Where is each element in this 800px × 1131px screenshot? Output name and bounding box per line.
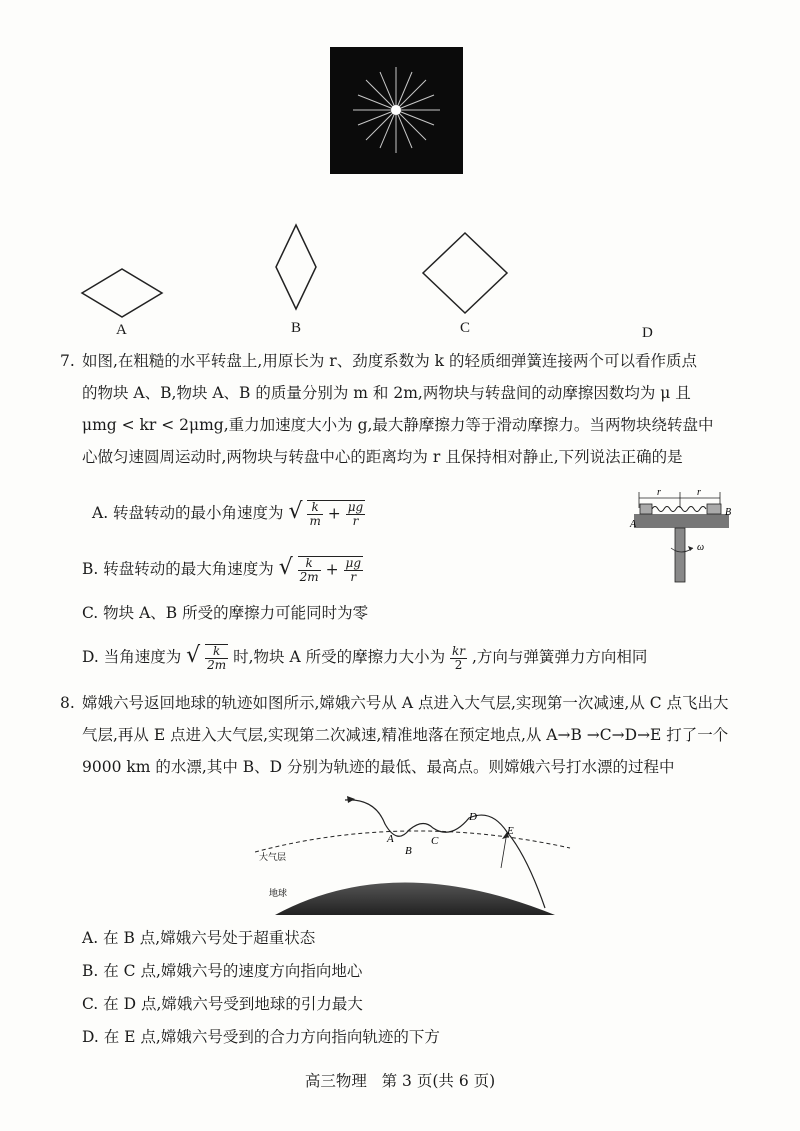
- q7-option-a: [92, 500, 365, 528]
- q8-line-1: 嫦娥六号返回地球的轨迹如图所示,嫦娥六号从 A 点进入大气层,实现第一次减速,从 C 点飞出大: [82, 694, 729, 712]
- q8-option-a: A. 在 B 点,嫦娥六号处于超重状态: [82, 929, 316, 947]
- q8-line-2: 气层,再从 E 点进入大气层,实现第二次减速,精准地落在预定地点,从 A→B →C→D→E 打了一个: [82, 726, 729, 744]
- axle: [675, 528, 685, 582]
- q7-option-d-pre: D. 当角速度为: [82, 648, 182, 666]
- q7-number: 7.: [60, 352, 75, 370]
- q7-option-c: C. 物块 A、B 所受的摩擦力可能同时为零: [82, 604, 369, 622]
- frac-a-mug: μg: [347, 500, 364, 514]
- frac-b-m: 2m: [299, 570, 319, 584]
- fig-label-r2: r: [697, 487, 701, 498]
- fig-label-omega: ω: [697, 542, 705, 553]
- q8-number: 8.: [60, 694, 75, 712]
- frac-a-r: r: [352, 514, 359, 528]
- q7-line-3: μmg < kr < 2μmg,重力加速度大小为 g,最大静摩擦力等于滑动摩擦力。当两物块绕转盘中: [82, 416, 714, 434]
- fig-label-b: B: [725, 507, 732, 518]
- earth-label: 地球: [269, 888, 288, 898]
- fireworks-photo: [330, 47, 463, 174]
- turntable-disk: [634, 514, 729, 528]
- atmosphere-label: 大气层: [259, 852, 287, 862]
- frac-d-kr: kr: [452, 643, 466, 658]
- q8-option-d: D. 在 E 点,嫦娥六号受到的合力方向指向轨迹的下方: [82, 1028, 440, 1046]
- fig-label-a: A: [630, 519, 637, 530]
- point-c: C: [431, 835, 439, 847]
- frac-d-two: 2: [454, 657, 463, 672]
- point-d: D: [469, 811, 477, 823]
- sqrt-expression-b: √ $\frac{k}{2m}$ + $\frac{\mu g}{r}$: [278, 555, 362, 584]
- shape-label-a: A: [116, 322, 127, 338]
- fireworks-burst: [330, 47, 463, 174]
- q7-option-a-text: A. 转盘转动的最小角速度为: [92, 504, 284, 522]
- q7-line-1: 如图,在粗糙的水平转盘上,用原长为 r、劲度系数为 k 的轻质细弹簧连接两个可以看作质点: [82, 352, 697, 370]
- shape-options-figure: [70, 215, 710, 345]
- q7-option-d-mid: 时,物块 A 所受的摩擦力大小为: [233, 648, 446, 666]
- sqrt-expression-a: √ $\frac{k}{m}$ + $\frac{\mu g}{r}$: [288, 499, 364, 528]
- point-a: A: [387, 833, 394, 845]
- shape-label-c: C: [460, 320, 471, 336]
- frac-b-plus: +: [325, 560, 339, 579]
- q7-option-d: [82, 644, 647, 672]
- shape-c: [423, 233, 507, 313]
- q8-option-b: B. 在 C 点,嫦娥六号的速度方向指向地心: [82, 962, 363, 980]
- fig-label-r1: r: [657, 487, 661, 498]
- shape-label-b: B: [291, 320, 302, 336]
- shape-a: [82, 269, 162, 317]
- frac-a-k: k: [307, 501, 322, 515]
- spring: [652, 507, 706, 512]
- q7-option-b: [82, 556, 363, 584]
- frac-b-k: k: [298, 557, 321, 571]
- q8-line-3: 9000 km 的水漂,其中 B、D 分别为轨迹的最低、最高点。则嫦娥六号打水漂的过程中: [82, 758, 675, 776]
- q7-line-4: 心做匀速圆周运动时,两物块与转盘中心的距离均为 r 且保持相对静止,下列说法正确的是: [82, 448, 683, 466]
- q7-line-2: 的物块 A、B,物块 A、B 的质量分别为 m 和 2m,两物块与转盘间的动摩擦因数均为 μ 且: [82, 384, 691, 402]
- shape-b: [276, 225, 316, 309]
- turntable-figure: [625, 482, 740, 592]
- frac-a-m: m: [309, 514, 321, 528]
- block-b: [707, 504, 721, 514]
- point-e: E: [507, 825, 514, 837]
- earth: [275, 883, 555, 916]
- point-b: B: [405, 845, 412, 857]
- frac-b-r: r: [350, 570, 357, 584]
- shape-label-d: D: [642, 325, 653, 341]
- block-a: [640, 504, 652, 514]
- frac-d-m: 2m: [207, 658, 227, 672]
- frac-b-mug: μg: [345, 556, 362, 570]
- q8-option-c: C. 在 D 点,嫦娥六号受到地球的引力最大: [82, 995, 363, 1013]
- sqrt-expression-d: √ $\frac{k}{2m}$: [186, 643, 227, 672]
- page-footer: 高三物理 第 3 页(共 6 页): [304, 1072, 496, 1090]
- q7-option-b-text: B. 转盘转动的最大角速度为: [82, 560, 274, 578]
- atmosphere-boundary: [255, 831, 570, 852]
- frac-d-k: k: [205, 645, 228, 659]
- q7-option-d-post: ,方向与弹簧弹力方向相同: [471, 648, 648, 666]
- frac-a-plus: +: [327, 504, 341, 523]
- trajectory-figure: [255, 790, 575, 915]
